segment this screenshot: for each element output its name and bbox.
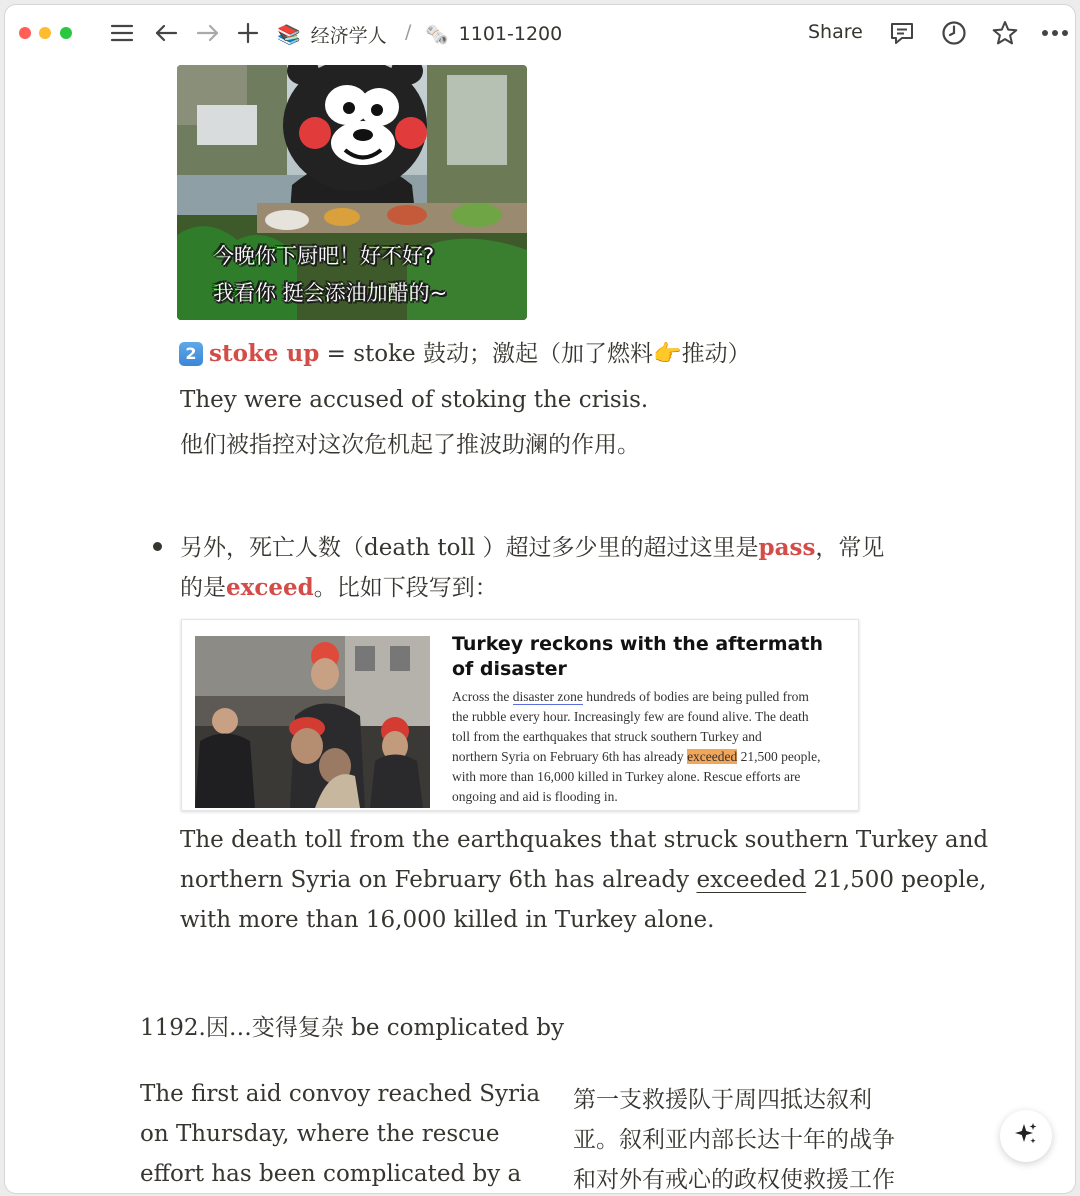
comment-icon[interactable] [888, 19, 916, 47]
more-options-icon[interactable] [1041, 19, 1069, 47]
article-title: Turkey reckons with the aftermath of disaster [452, 633, 823, 680]
example-english: They were accused of stoking the crisis. [180, 387, 649, 413]
breadcrumb-parent-label: 经济学人 [310, 24, 387, 47]
article-line: the rubble every hour. Increasingly few are found alive. The death [452, 709, 809, 724]
phrase-definition: = stoke 鼓动；激起（加了燃料👉推动） [326, 341, 751, 367]
minimize-window-button[interactable] [39, 27, 51, 39]
notion-window [4, 4, 1076, 1194]
entry-chinese-line: 亚。叙利亚内部长达十年的战争 [573, 1127, 895, 1153]
breadcrumb-current-label: 1101-1200 [458, 23, 563, 45]
phrase-heading [179, 335, 751, 368]
article-text: 21,500 people, [737, 749, 821, 764]
breadcrumb-parent[interactable] [277, 21, 387, 47]
rescue-photo [195, 636, 430, 808]
note-text: 。比如下段写到： [313, 575, 498, 601]
underlined-exceeded: exceeded [696, 867, 807, 893]
quote-line1: The death toll from the earthquakes that struck southern Turkey and [180, 827, 989, 853]
entry-chinese-line: 第一支救援队于周四抵达叙利 [573, 1087, 872, 1113]
meme-caption-line2: 我看你 挺会添油加醋的~ [213, 281, 448, 305]
bullet-note-line2 [180, 569, 498, 602]
newspaper-icon: 🗞️ [425, 23, 449, 46]
bullet-note-line1 [180, 529, 884, 562]
kumamon-meme-image [177, 65, 527, 320]
maximize-window-button[interactable] [60, 27, 72, 39]
article-line [452, 687, 857, 707]
share-button[interactable]: Share [808, 21, 863, 43]
close-window-button[interactable] [19, 27, 31, 39]
add-page-icon[interactable] [236, 19, 260, 47]
breadcrumb-separator: / [405, 21, 412, 43]
note-keyword-pass: pass [758, 534, 816, 561]
article-line: with more than 16,000 killed in Turkey alone. Rescue efforts are [452, 769, 801, 784]
bullet-dot [153, 542, 162, 551]
disaster-zone-link[interactable]: disaster zone [512, 689, 583, 704]
note-text: 的是 [180, 575, 226, 601]
sparkle-icon [1013, 1121, 1039, 1151]
ai-assistant-button[interactable] [1000, 1110, 1052, 1162]
entry-english-line: effort has been complicated by a [140, 1161, 522, 1187]
article-text: Across the [452, 689, 513, 704]
favorite-star-icon[interactable] [991, 19, 1019, 47]
entry-chinese-line: 和对外有戒心的政权使救援工作 [573, 1167, 895, 1193]
breadcrumb-current[interactable] [425, 21, 562, 47]
note-keyword-exceed: exceed [226, 574, 314, 601]
meme-caption-line1: 今晚你下厨吧！好不好? [213, 244, 435, 268]
note-text: 另外，死亡人数（death toll ）超过多少里的超过这里是 [180, 535, 759, 561]
menu-icon[interactable] [109, 19, 135, 47]
article-body [452, 687, 857, 807]
quote-line3: with more than 16,000 killed in Turkey alone. [180, 907, 715, 933]
entry-english-line: The first aid convoy reached Syria [140, 1081, 541, 1107]
article-line [452, 747, 857, 767]
highlighted-exceeded: exceeded [687, 749, 738, 764]
example-chinese: 他们被指控对这次危机起了推波助澜的作用。 [180, 432, 640, 458]
article-text: hundreds of bodies are being pulled from [582, 689, 809, 704]
quote-line2 [180, 867, 987, 893]
quote-text: 21,500 people, [806, 867, 987, 893]
article-line: toll from the earthquakes that struck southern Turkey and [452, 729, 762, 744]
forward-arrow-icon[interactable] [195, 19, 221, 47]
note-text: ，常见 [815, 535, 885, 561]
phrase-term: stoke up [209, 340, 320, 367]
top-bar [5, 5, 1075, 61]
history-clock-icon[interactable] [940, 19, 968, 47]
number-two-badge: 2 [179, 342, 203, 366]
news-article-card [181, 619, 859, 811]
article-line: ongoing and aid is flooding in. [452, 789, 618, 804]
entry-heading: 1192.因…变得复杂 be complicated by [140, 1015, 564, 1041]
entry-english-line: on Thursday, where the rescue [140, 1121, 500, 1147]
books-icon: 📚 [277, 23, 301, 46]
back-arrow-icon[interactable] [153, 19, 179, 47]
quote-text: northern Syria on February 6th has already [180, 867, 697, 893]
article-text: northern Syria on February 6th has already [452, 749, 688, 764]
